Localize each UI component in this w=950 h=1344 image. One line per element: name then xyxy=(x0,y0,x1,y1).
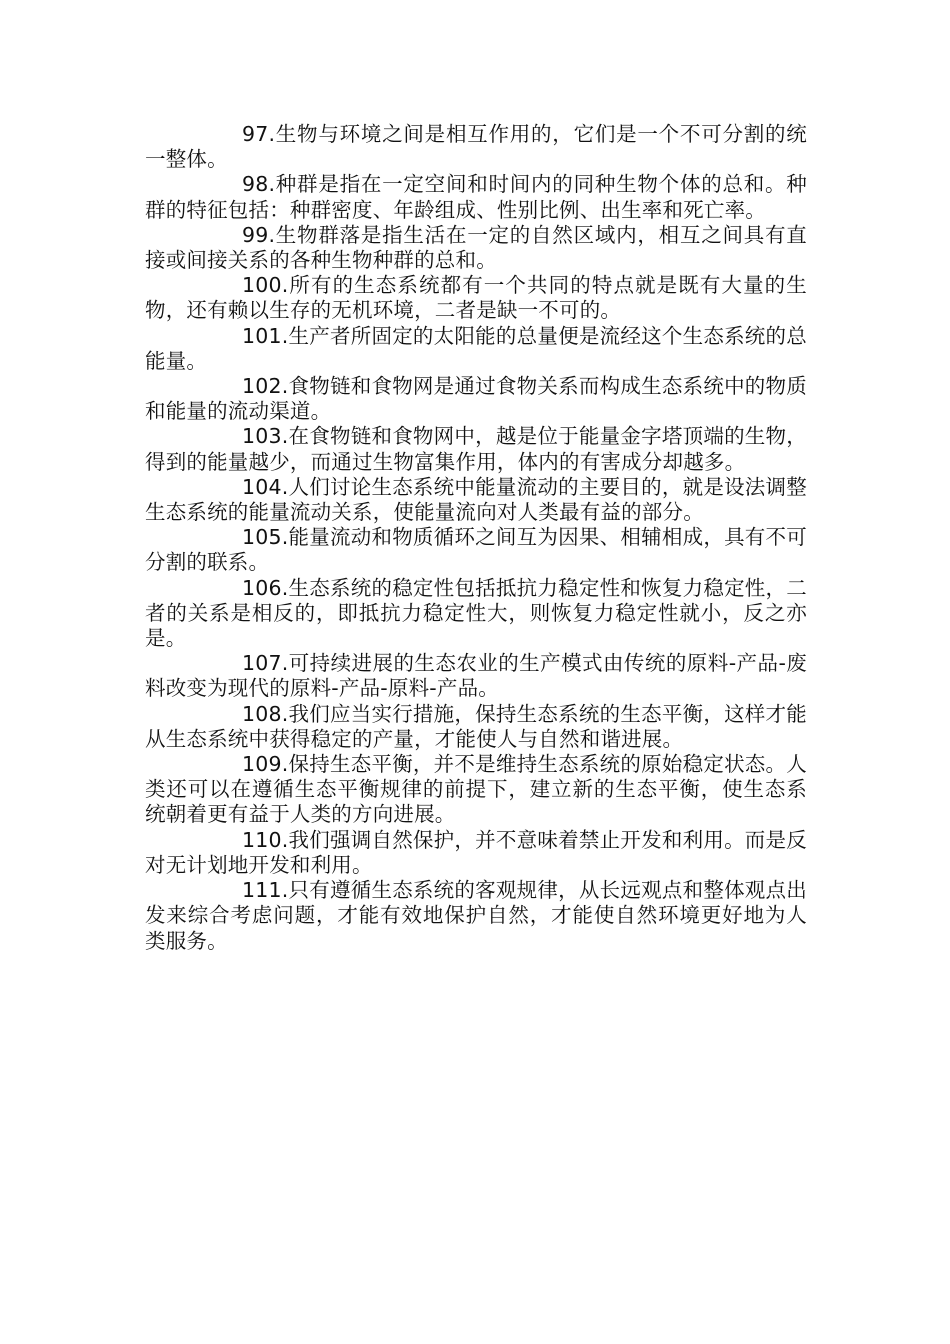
paragraph-100: 100.所有的生态系统都有一个共同的特点就是既有大量的生物，还有赖以生存的无机环境，二者是缺一不可的。 xyxy=(145,273,807,323)
paragraph-104: 104.人们讨论生态系统中能量流动的主要目的，就是设法调整生态系统的能量流动关系，使能量流向对人类最有益的部分。 xyxy=(145,474,807,525)
paragraph-105: 105.能量流动和物质循环之间互为因果、相辅相成，具有不可分割的联系。 xyxy=(145,525,807,575)
paragraph-108: 108.我们应当实行措施，保持生态系统的生态平衡，这样才能从生态系统中获得稳定的产量，才能使人与自然和谐进展。 xyxy=(145,701,807,751)
paragraph-102: 102.食物链和食物网是通过食物关系而构成生态系统中的物质和能量的流动渠道。 xyxy=(145,374,807,424)
paragraph-106: 106.生态系统的稳定性包括抵抗力稳定性和恢复力稳定性，二者的关系是相反的，即抵抗力稳定性大，则恢复力稳定性就小，反之亦是。 xyxy=(145,575,807,651)
paragraph-107: 107.可持续进展的生态农业的生产模式由传统的原料-产品-废料改变为现代的原料-产品-原料-产品。 xyxy=(145,651,807,701)
paragraph-109: 109.保持生态平衡，并不是维持生态系统的原始稳定状态。人类还可以在遵循生态平衡规律的前提下，建立新的生态平衡，使生态系统朝着更有益于人类的方向进展。 xyxy=(145,752,807,827)
paragraph-110: 110.我们强调自然保护，并不意味着禁止开发和利用。而是反对无计划地开发和利用。 xyxy=(145,827,807,877)
document-body xyxy=(145,122,807,954)
paragraph-111: 111.只有遵循生态系统的客观规律，从长远观点和整体观点出发来综合考虑问题，才能有效地保护自然，才能使自然环境更好地为人类服务。 xyxy=(145,878,807,953)
paragraph-99: 99.生物群落是指生活在一定的自然区域内，相互之间具有直接或间接关系的各种生物种群的总和。 xyxy=(145,222,807,273)
paragraph-103: 103.在食物链和食物网中，越是位于能量金字塔顶端的生物，得到的能量越少，而通过生物富集作用，体内的有害成分却越多。 xyxy=(145,424,807,474)
paragraph-97: 97.生物与环境之间是相互作用的，它们是一个不可分割的统一整体。 xyxy=(145,122,807,172)
paragraph-98: 98.种群是指在一定空间和时间内的同种生物个体的总和。种群的特征包括：种群密度、年龄组成、性别比例、出生率和死亡率。 xyxy=(145,172,807,222)
paragraph-101: 101.生产者所固定的太阳能的总量便是流经这个生态系统的总能量。 xyxy=(145,323,807,373)
